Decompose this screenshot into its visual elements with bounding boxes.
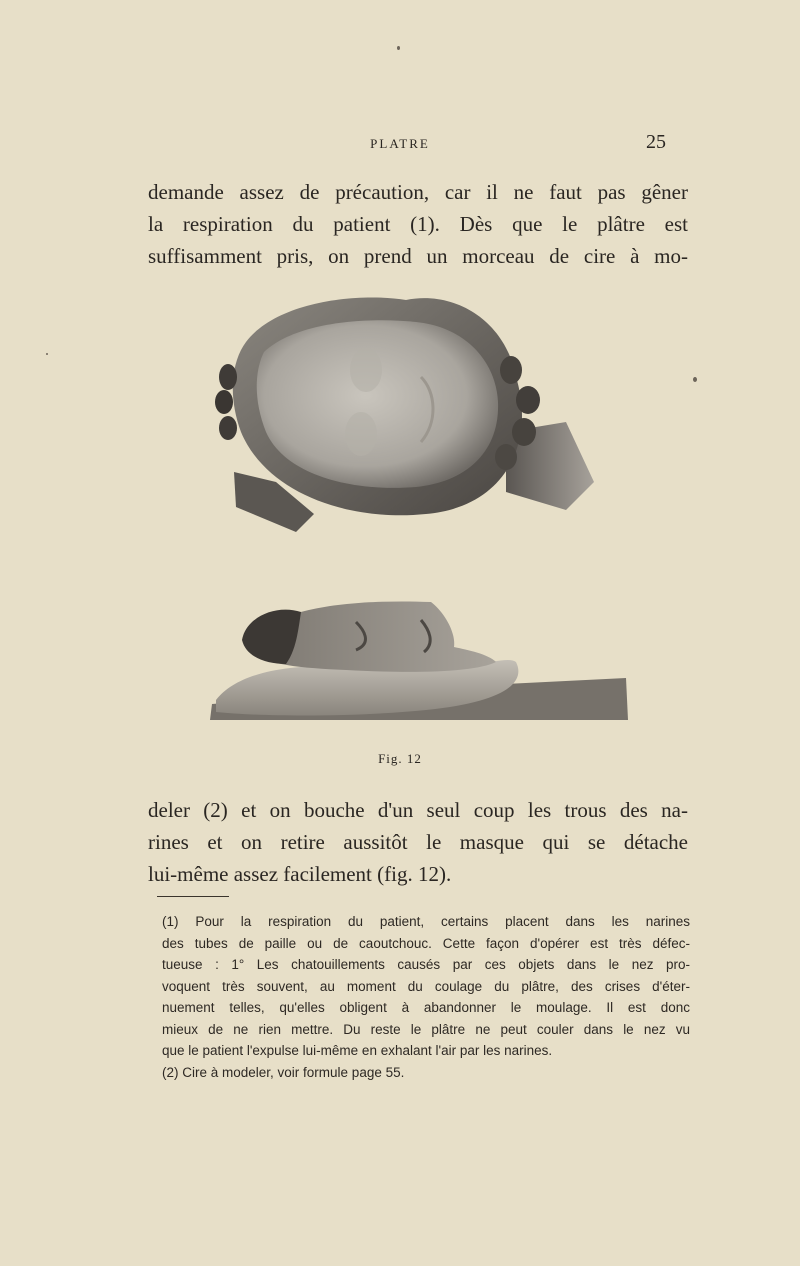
footnote-divider — [157, 896, 229, 897]
footnote-line: mieux de ne rien mettre. Du reste le plâtre ne peut couler dans le nez vu — [162, 1021, 690, 1037]
footnote-line: que le patient l'expulse lui-même en exhalant l'air par les narines. — [162, 1043, 553, 1058]
footnote-line: des tubes de paille ou de caoutchouc. Cette façon d'opérer est très défec- — [162, 935, 690, 951]
text-line: suffisamment pris, on prend un morceau de cire à mo- — [148, 244, 688, 268]
paragraph-2 — [148, 794, 688, 890]
figure-reclining-head-photo — [206, 592, 630, 726]
text-line: lui-même assez facilement (fig. 12). — [148, 862, 452, 886]
paragraph-1 — [148, 176, 688, 272]
footnote-line: (1) Pour la respiration du patient, certains placent dans les narines — [162, 914, 690, 929]
running-header: PLATRE — [370, 136, 430, 151]
figure-mask-photo — [206, 282, 606, 551]
figure-caption: Fig. 12 — [378, 751, 422, 766]
footnote-line: (2) Cire à modeler, voir formule page 55. — [162, 1064, 405, 1080]
text-line: deler (2) et on bouche d'un seul coup les trous des na- — [148, 798, 688, 822]
paper-speck — [46, 353, 48, 355]
page-number: 25 — [646, 131, 666, 153]
footnotes — [162, 911, 690, 1083]
reclining-head-illustration — [206, 592, 630, 722]
footnote-line: nuement telles, qu'elles obligent à abandonner le moulage. Il est donc — [162, 1000, 690, 1015]
footnote-line: voquent très souvent, au moment du coulage du plâtre, des crises d'éter- — [162, 978, 690, 994]
paper-speck — [397, 46, 400, 50]
text-line: demande assez de précaution, car il ne faut pas gêner — [148, 180, 688, 204]
text-line: la respiration du patient (1). Dès que le plâtre est — [148, 212, 688, 236]
text-line: rines et on retire aussitôt le masque qui se détache — [148, 830, 688, 854]
footnote-line: tueuse : 1° Les chatouillements causés par ces objets dans le nez pro- — [162, 957, 690, 972]
paper-speck — [693, 377, 697, 382]
plaster-mask-illustration — [206, 282, 606, 547]
